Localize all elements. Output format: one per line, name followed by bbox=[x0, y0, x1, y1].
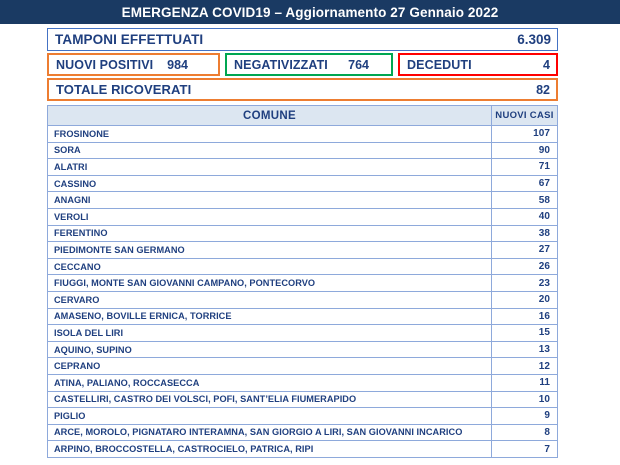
report-content bbox=[0, 24, 620, 458]
cell-nuovi-casi: 107 bbox=[492, 126, 558, 143]
cell-comune: FERENTINO bbox=[48, 225, 492, 242]
deceduti-label: DECEDUTI bbox=[407, 57, 472, 72]
cell-nuovi-casi: 40 bbox=[492, 208, 558, 225]
table-row bbox=[48, 242, 558, 259]
table-row bbox=[48, 192, 558, 209]
table-row bbox=[48, 291, 558, 308]
cell-comune: SORA bbox=[48, 142, 492, 159]
table-row bbox=[48, 325, 558, 342]
summary-box-nuovi-positivi bbox=[47, 53, 220, 76]
table-row bbox=[48, 142, 558, 159]
table-body bbox=[48, 126, 558, 458]
comuni-table bbox=[47, 105, 558, 458]
nuovi-positivi-value: 984 bbox=[167, 57, 188, 72]
cell-comune: ARPINO, BROCCOSTELLA, CASTROCIELO, PATRICA, RIPI bbox=[48, 441, 492, 458]
table-row bbox=[48, 159, 558, 176]
cell-nuovi-casi: 7 bbox=[492, 441, 558, 458]
table-row bbox=[48, 441, 558, 458]
cell-comune: ATINA, PALIANO, ROCCASECCA bbox=[48, 374, 492, 391]
cell-nuovi-casi: 38 bbox=[492, 225, 558, 242]
cell-nuovi-casi: 15 bbox=[492, 325, 558, 342]
cell-comune: CASSINO bbox=[48, 175, 492, 192]
page-title: EMERGENZA COVID19 – Aggiornamento 27 Gennaio 2022 bbox=[121, 4, 499, 20]
summary-box-deceduti bbox=[398, 53, 558, 76]
summary-box-negativizzati bbox=[225, 53, 393, 76]
table-row bbox=[48, 175, 558, 192]
summary-row-tamponi bbox=[47, 28, 558, 51]
table-row bbox=[48, 408, 558, 425]
totale-ricoverati-value: 82 bbox=[536, 82, 550, 97]
cell-comune: FIUGGI, MONTE SAN GIOVANNI CAMPANO, PONTECORVO bbox=[48, 275, 492, 292]
cell-comune: ISOLA DEL LIRI bbox=[48, 325, 492, 342]
table-row bbox=[48, 126, 558, 143]
cell-comune: FROSINONE bbox=[48, 126, 492, 143]
table-row bbox=[48, 308, 558, 325]
negativizzati-value: 764 bbox=[348, 57, 369, 72]
table-row bbox=[48, 208, 558, 225]
cell-nuovi-casi: 11 bbox=[492, 374, 558, 391]
cell-comune: AMASENO, BOVILLE ERNICA, TORRICE bbox=[48, 308, 492, 325]
column-header-comune: COMUNE bbox=[48, 106, 492, 126]
cell-nuovi-casi: 9 bbox=[492, 408, 558, 425]
summary-box-tamponi-effettuati bbox=[47, 28, 558, 51]
cell-nuovi-casi: 27 bbox=[492, 242, 558, 259]
cell-nuovi-casi: 23 bbox=[492, 275, 558, 292]
cell-nuovi-casi: 20 bbox=[492, 291, 558, 308]
cell-comune: PIGLIO bbox=[48, 408, 492, 425]
cell-comune: VEROLI bbox=[48, 208, 492, 225]
cell-nuovi-casi: 16 bbox=[492, 308, 558, 325]
table-row bbox=[48, 341, 558, 358]
deceduti-value: 4 bbox=[543, 57, 550, 72]
cell-comune: CASTELLIRI, CASTRO DEI VOLSCI, POFI, SANT’ELIA FIUMERAPIDO bbox=[48, 391, 492, 408]
table-header-row bbox=[48, 106, 558, 126]
tamponi-label: TAMPONI EFFETTUATI bbox=[55, 32, 204, 47]
column-header-nuovi-casi: NUOVI CASI bbox=[492, 106, 558, 126]
table-row bbox=[48, 391, 558, 408]
negativizzati-label: NEGATIVIZZATI bbox=[234, 57, 328, 72]
table-row bbox=[48, 374, 558, 391]
cell-comune: PIEDIMONTE SAN GERMANO bbox=[48, 242, 492, 259]
page-header-bar bbox=[0, 0, 620, 24]
totale-ricoverati-label: TOTALE RICOVERATI bbox=[56, 82, 192, 97]
cell-nuovi-casi: 71 bbox=[492, 159, 558, 176]
tamponi-value: 6.309 bbox=[517, 32, 551, 47]
cell-nuovi-casi: 12 bbox=[492, 358, 558, 375]
cell-nuovi-casi: 10 bbox=[492, 391, 558, 408]
cell-comune: CERVARO bbox=[48, 291, 492, 308]
table-row bbox=[48, 275, 558, 292]
cell-nuovi-casi: 8 bbox=[492, 424, 558, 441]
cell-comune: ARCE, MOROLO, PIGNATARO INTERAMNA, SAN GIORGIO A LIRI, SAN GIOVANNI INCARICO bbox=[48, 424, 492, 441]
table-row bbox=[48, 258, 558, 275]
summary-box-totale-ricoverati bbox=[47, 78, 558, 101]
table-row bbox=[48, 358, 558, 375]
summary-row-ricoverati bbox=[47, 76, 558, 101]
cell-comune: CEPRANO bbox=[48, 358, 492, 375]
table-header bbox=[48, 106, 558, 126]
summary-row-triple bbox=[47, 53, 558, 76]
cell-nuovi-casi: 90 bbox=[492, 142, 558, 159]
nuovi-positivi-label: NUOVI POSITIVI bbox=[56, 57, 154, 72]
cell-comune: CECCANO bbox=[48, 258, 492, 275]
cell-nuovi-casi: 67 bbox=[492, 175, 558, 192]
table-row bbox=[48, 225, 558, 242]
cell-nuovi-casi: 58 bbox=[492, 192, 558, 209]
cell-nuovi-casi: 26 bbox=[492, 258, 558, 275]
cell-comune: AQUINO, SUPINO bbox=[48, 341, 492, 358]
cell-comune: ALATRI bbox=[48, 159, 492, 176]
cell-nuovi-casi: 13 bbox=[492, 341, 558, 358]
cell-comune: ANAGNI bbox=[48, 192, 492, 209]
table-row bbox=[48, 424, 558, 441]
